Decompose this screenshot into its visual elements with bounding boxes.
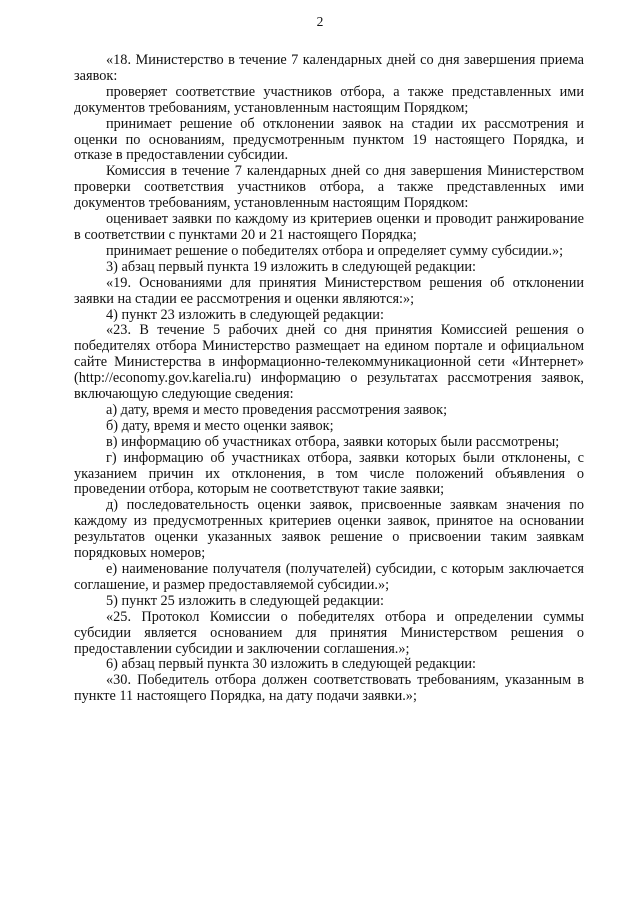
paragraph: «19. Основаниями для принятия Министерством решения об отклонении заявки на стадии ее рассмотрения и оценки являются:»; bbox=[74, 274, 584, 307]
paragraph: а) дату, время и место проведения рассмотрения заявок; bbox=[106, 401, 448, 418]
paragraph: г) информацию об участниках отбора, заявки которых были отклонены, с указанием причин их отклонения, в том числе положений объявления о проведении отбора, которым не соответствуют такие заявки; bbox=[74, 449, 584, 498]
paragraph: д) последовательность оценки заявок, присвоенные заявкам значения по каждому из предусмотренных критериев оценки заявок, принятое на основании результатов оценки указанных заявок решение о присвоении таким заявкам порядковых номеров; bbox=[74, 497, 584, 562]
paragraph: «30. Победитель отбора должен соответствовать требованиям, указанным в пункте 11 настоящего Порядка, на дату подачи заявки.»; bbox=[74, 672, 584, 705]
paragraph: оценивает заявки по каждому из критериев оценки и проводит ранжирование в соответствии с пунктами 20 и 21 настоящего Порядка; bbox=[74, 211, 584, 243]
paragraph: 6) абзац первый пункта 30 изложить в следующей редакции: bbox=[106, 656, 477, 673]
paragraph: б) дату, время и место оценки заявок; bbox=[106, 417, 334, 434]
paragraph: 4) пункт 23 изложить в следующей редакции: bbox=[106, 306, 384, 323]
paragraph: принимает решение о победителях отбора и определяет сумму субсидии.»; bbox=[106, 242, 564, 259]
paragraph: «25. Протокол Комиссии о победителях отбора и определении суммы субсидии является основанием для принятия Министерством решения о предоставлении субсидии и заключении соглашения.»; bbox=[74, 608, 584, 657]
document-body bbox=[74, 53, 584, 705]
paragraph: проверяет соответствие участников отбора, а также представленных ими документов требованиям, установленным настоящим Порядком; bbox=[74, 83, 584, 116]
paragraph: 3) абзац первый пункта 19 изложить в следующей редакции: bbox=[106, 258, 477, 275]
page-number: 2 bbox=[316, 14, 324, 29]
paragraph: 5) пункт 25 изложить в следующей редакции: bbox=[106, 592, 384, 609]
paragraph: принимает решение об отклонении заявок на стадии их рассмотрения и оценки по основаниям, предусмотренным пунктом 19 настоящего Порядка, и отказе в предоставлении субсидии. bbox=[74, 115, 584, 164]
paragraph: «18. Министерство в течение 7 календарных дней со дня завершения приема заявок: bbox=[74, 52, 584, 84]
paragraph: е) наименование получателя (получателей) субсидии, с которым заключается соглашение, и размер предоставляемой субсидии.»; bbox=[74, 561, 584, 593]
paragraph: Комиссия в течение 7 календарных дней со дня завершения Министерством проверки соответствия участников отбора, а также представленных ими документов требованиям, установленным настоящим Порядком: bbox=[74, 163, 584, 212]
paragraph: в) информацию об участниках отбора, заявки которых были рассмотрены; bbox=[106, 433, 560, 450]
paragraph: «23. В течение 5 рабочих дней со дня принятия Комиссией решения о победителях отбора Министерство размещает на едином портале и официальном сайте Министерства в информационно-телекоммуникационной сети «Интернет» (http://economy.gov.karelia.ru) информацию о результатах рассмотрения заявок, включающую следующие сведения: bbox=[74, 322, 584, 403]
